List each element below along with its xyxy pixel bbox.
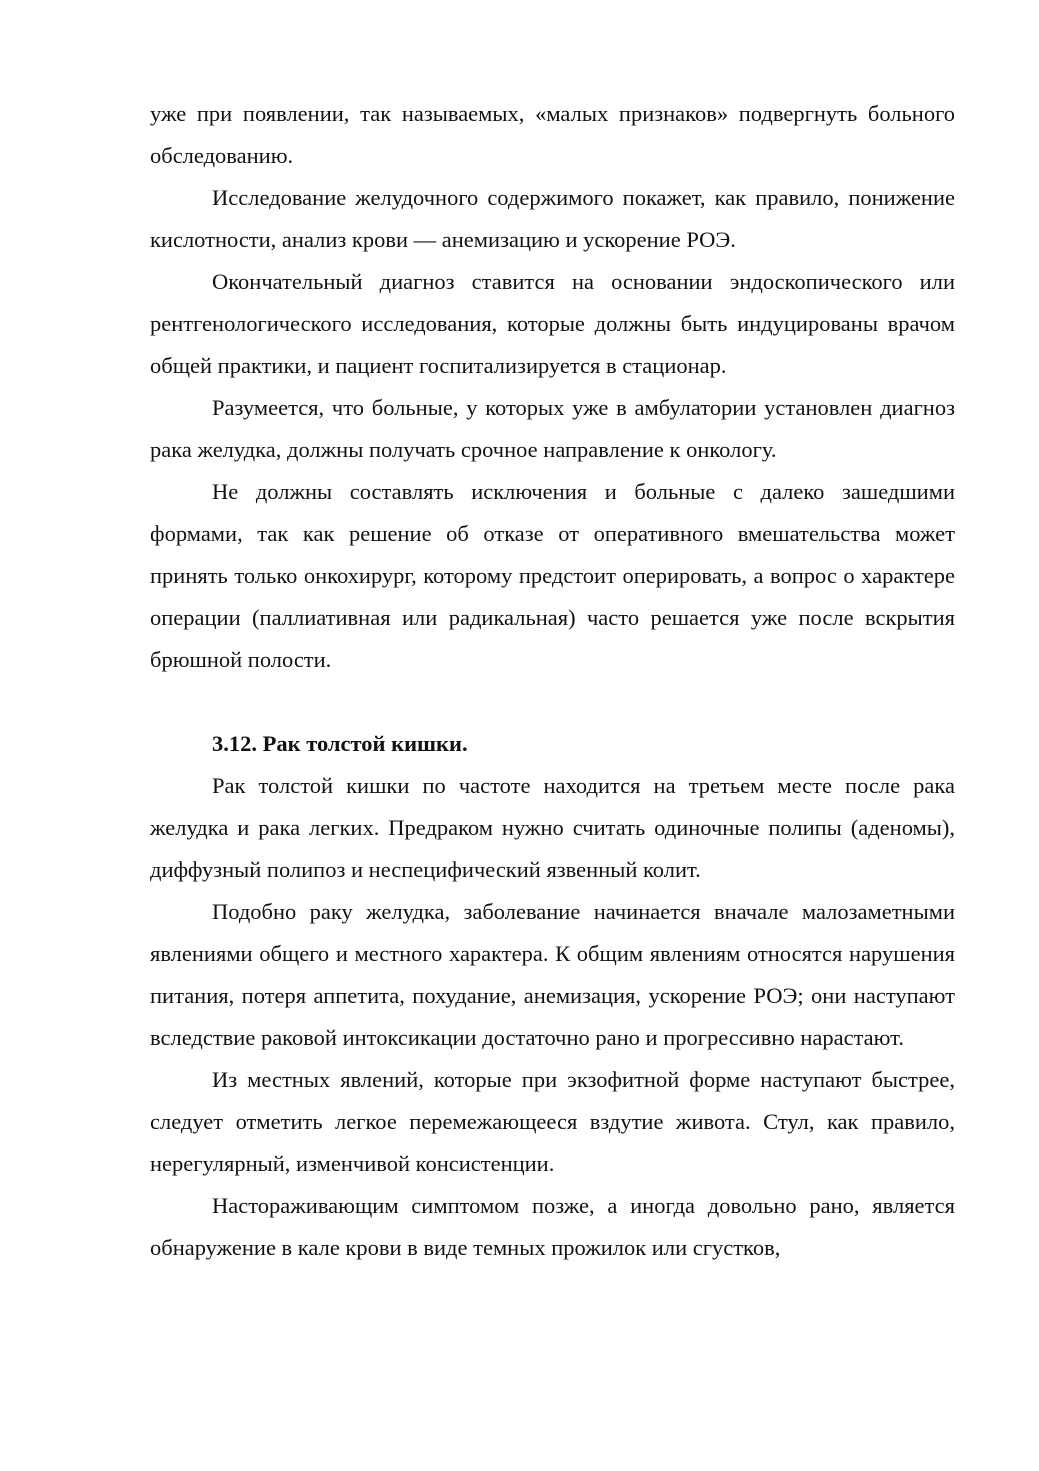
paragraph-5: Не должны составлять исключения и больные с далеко зашедшими формами, так как решение об отказе от оперативного вмешательства может принять только онкохирург, которому предстоит оперировать, а вопрос о характере операции (паллиативная или радикальная) часто решается уже после вскрытия брюшной полости. [150, 479, 955, 672]
paragraph-8: Из местных явлений, которые при экзофитной форме наступают быстрее, следует отметить легкое перемежающееся вздутие живота. Стул, как правило, нерегулярный, изменчивой консистенции. [150, 1067, 955, 1176]
paragraph-9: Настораживающим симптомом позже, а иногда довольно рано, является обнаружение в кале крови в виде темных прожилок или сгустков, [150, 1193, 955, 1260]
section-heading: 3.12. Рак толстой кишки. [212, 731, 468, 756]
paragraph-3: Окончательный диагноз ставится на основании эндоскопического или рентгенологического исследования, которые должны быть индуцированы врачом общей практики, и пациент госпитализируется в стационар. [150, 269, 955, 378]
paragraph-7: Подобно раку желудка, заболевание начинается вначале малозаметными явлениями общего и местного характера. К общим явлениям относятся нарушения питания, потеря аппетита, похудание, анемизация, ускорение РОЭ; они наступают вследствие раковой интоксикации достаточно рано и прогрессивно нарастают. [150, 899, 955, 1050]
paragraph-2: Исследование желудочного содержимого покажет, как правило, понижение кислотности, анализ крови — анемизацию и ускорение РОЭ. [150, 185, 955, 252]
paragraph-6: Рак толстой кишки по частоте находится на третьем месте после рака желудка и рака легких. Предраком нужно считать одиночные полипы (аденомы), диффузный полипоз и неспецифический язвенный колит. [150, 773, 955, 882]
paragraph-1: уже при появлении, так называемых, «малых признаков» подвергнуть больного обследованию. [150, 101, 955, 168]
document-page [150, 93, 955, 1269]
paragraph-4: Разумеется, что больные, у которых уже в амбулатории установлен диагноз рака желудка, должны получать срочное направление к онкологу. [150, 395, 955, 462]
